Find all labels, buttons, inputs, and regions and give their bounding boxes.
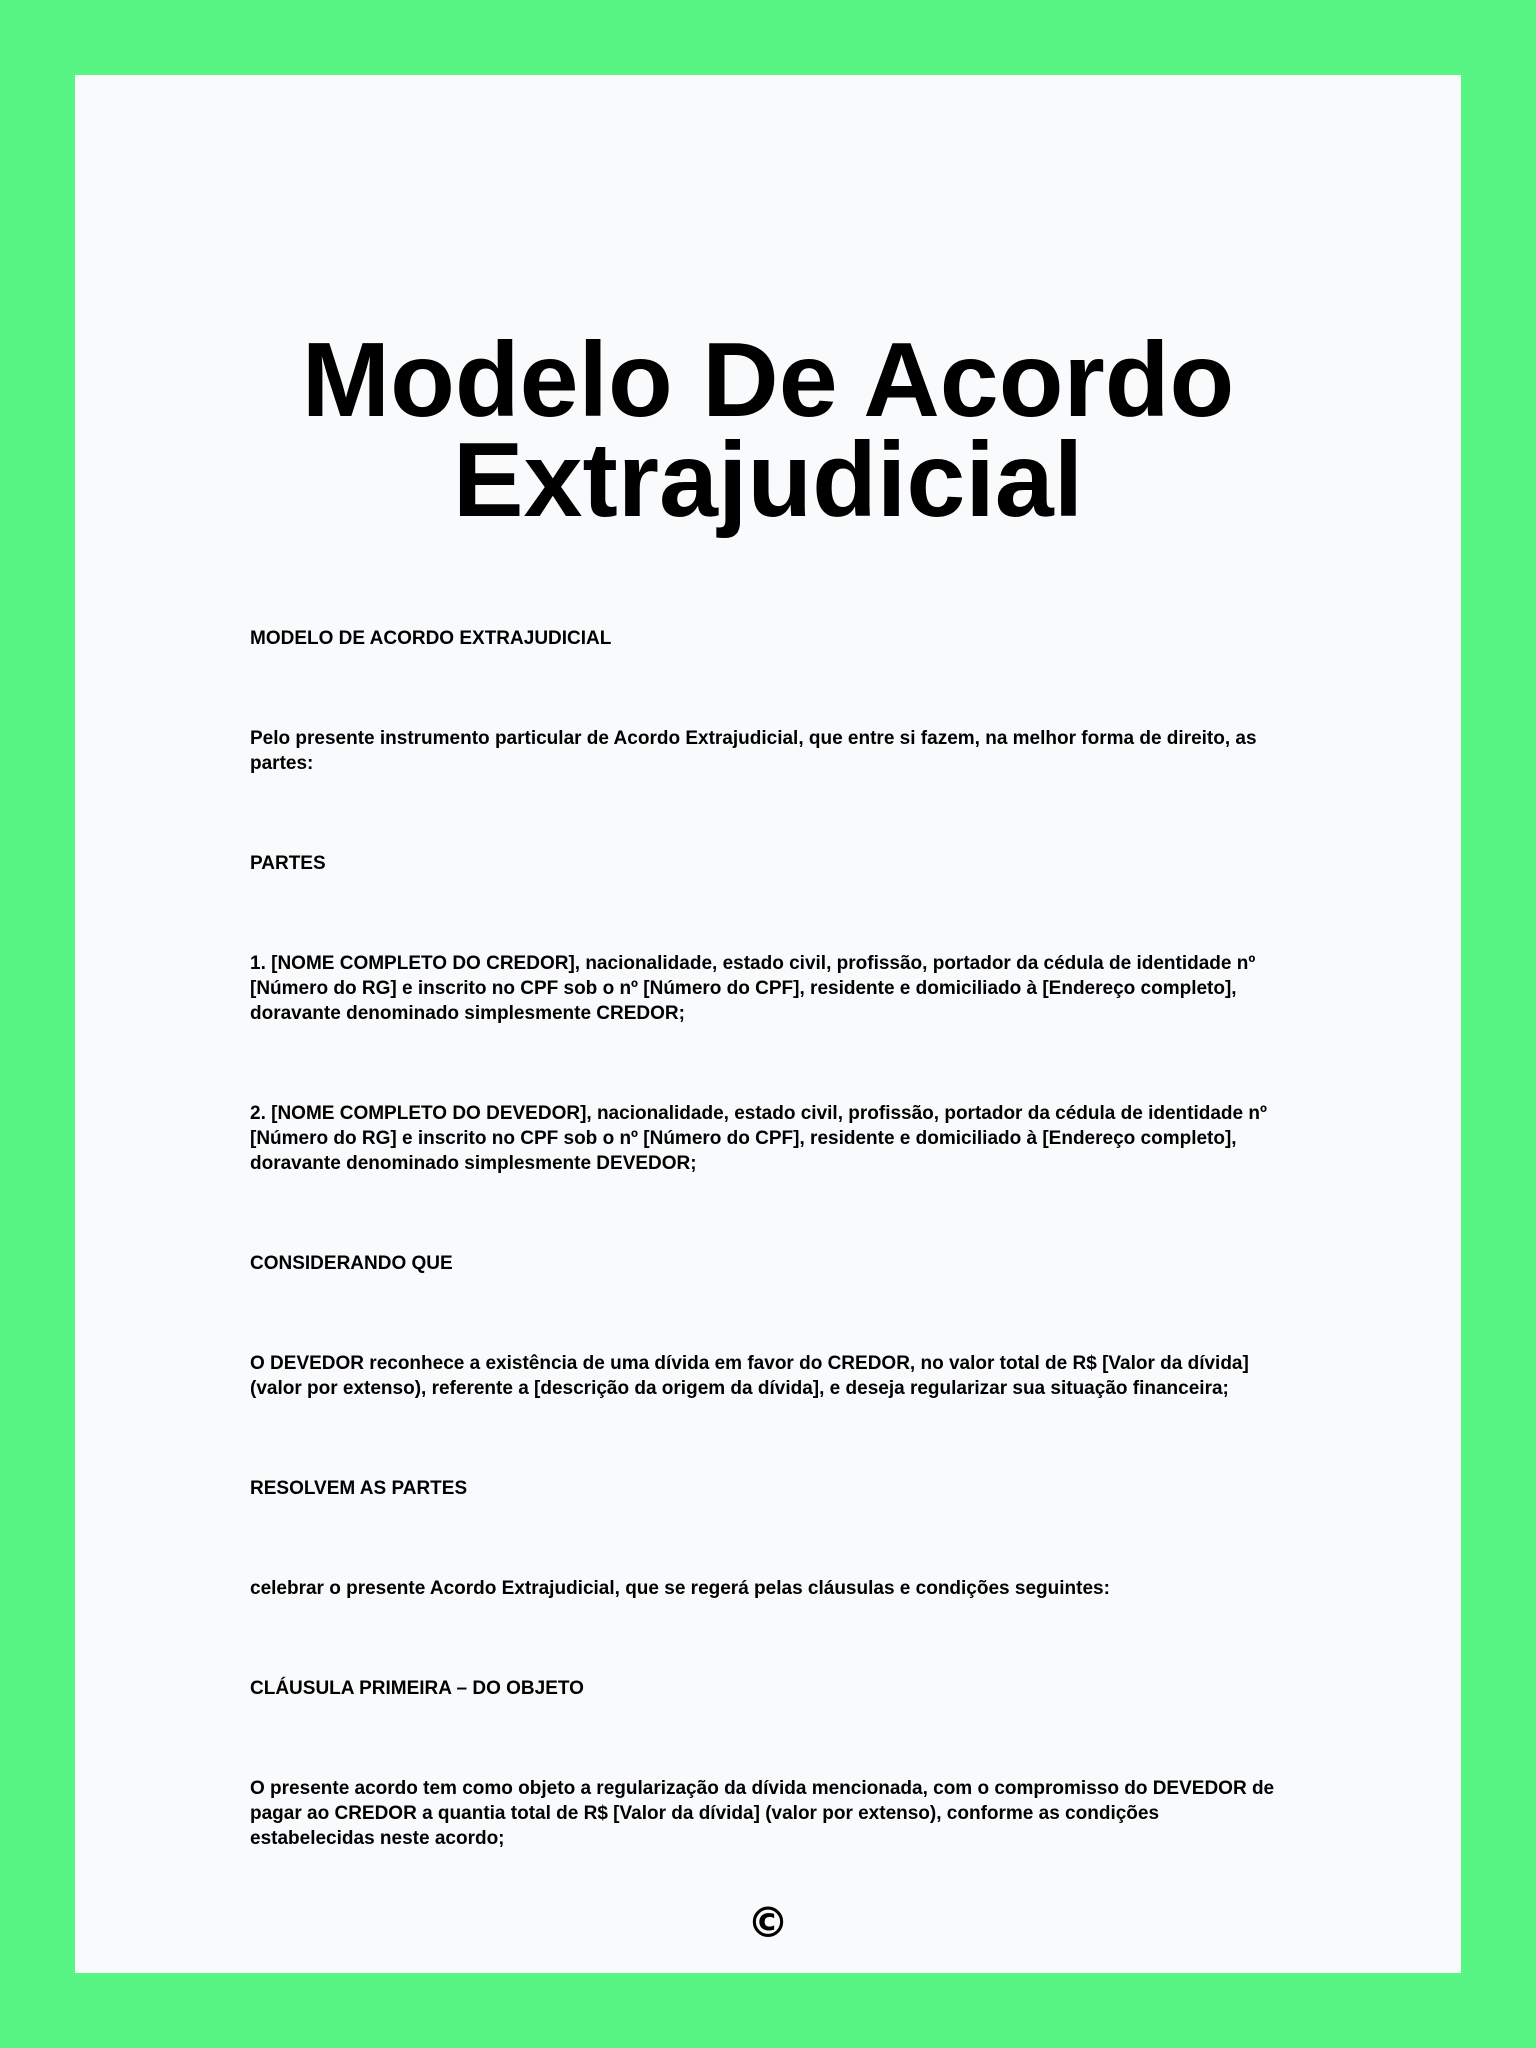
title-line-1: Modelo De Acordo bbox=[301, 321, 1235, 439]
paragraph-devedor: 2. [NOME COMPLETO DO DEVEDOR], nacionalidade, estado civil, profissão, portador da cédula de identidade nº [Número do RG] e inscrito no CPF sob o nº [Número do CPF], residente e domiciliado à [Endereço completo], doravante denominado simplesmente DEVEDOR; bbox=[250, 1103, 1267, 1174]
title-line-2: Extrajudicial bbox=[452, 421, 1084, 539]
section-heading-resolvem: RESOLVEM AS PARTES bbox=[250, 1478, 468, 1499]
paragraph-divida: O DEVEDOR reconhece a existência de uma dívida em favor do CREDOR, no valor total de R$ [Valor da dívida] (valor por extenso), referente a [descrição da origem da dívida], e deseja regularizar sua situação financeira; bbox=[250, 1353, 1249, 1399]
section-heading-clausula-primeira: CLÁUSULA PRIMEIRA – DO OBJETO bbox=[250, 1678, 584, 1699]
paragraph-objeto: O presente acordo tem como objeto a regularização da dívida mencionada, com o compromisso do DEVEDOR de pagar ao CREDOR a quantia total de R$ [Valor da dívida] (valor por extenso), conforme as condições estabelecidas neste acordo; bbox=[250, 1778, 1275, 1849]
paragraph-celebrar: celebrar o presente Acordo Extrajudicial, que se regerá pelas cláusulas e condições seguintes: bbox=[250, 1578, 1110, 1599]
copyright-icon: © bbox=[747, 1898, 789, 1947]
section-heading-partes: PARTES bbox=[250, 853, 326, 874]
document-body bbox=[250, 626, 1286, 1926]
paragraph-intro: Pelo presente instrumento particular de Acordo Extrajudicial, que entre si fazem, na melhor forma de direito, as partes: bbox=[250, 728, 1257, 774]
document-page bbox=[75, 75, 1461, 1973]
section-heading-considerando: CONSIDERANDO QUE bbox=[250, 1253, 453, 1274]
paragraph-credor: 1. [NOME COMPLETO DO CREDOR], nacionalidade, estado civil, profissão, portador da cédula de identidade nº [Número do RG] e inscrito no CPF sob o nº [Número do CPF], residente e domiciliado à [Endereço completo], doravante denominado simplesmente CREDOR; bbox=[250, 953, 1256, 1024]
paragraph-heading: MODELO DE ACORDO EXTRAJUDICIAL bbox=[250, 628, 612, 649]
document-title bbox=[75, 321, 1461, 539]
